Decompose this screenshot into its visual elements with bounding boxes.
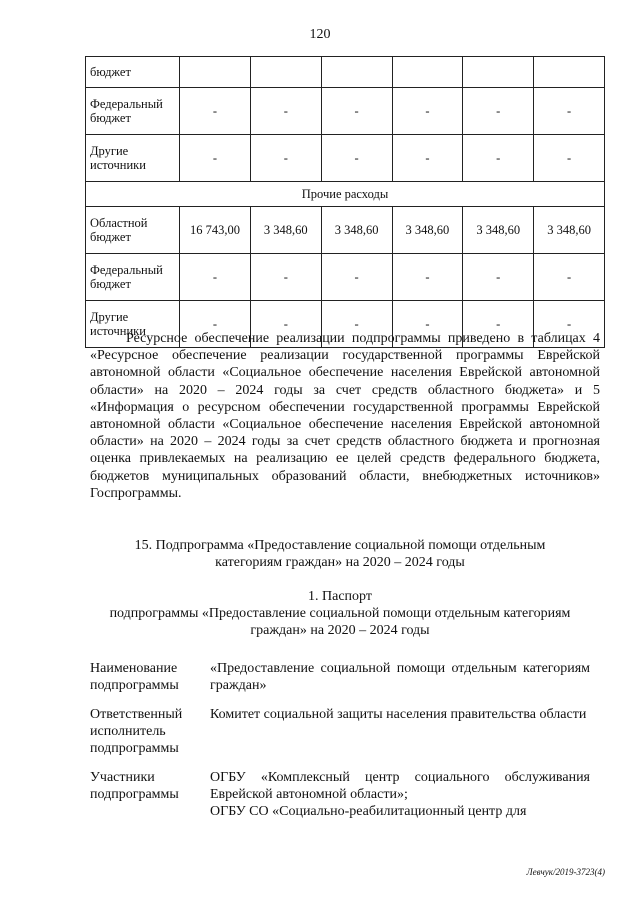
section-heading-line-2: категориям граждан» на 2020 – 2024 годы [215, 555, 465, 570]
table-cell [321, 57, 392, 88]
budget-table [85, 56, 605, 348]
table-cell: 3 348,60 [392, 207, 463, 254]
table-cell: - [180, 254, 251, 301]
table-cell: - [463, 135, 534, 182]
table-cell: - [250, 254, 321, 301]
row-label: бюджет [86, 57, 180, 88]
table-cell: - [534, 135, 605, 182]
row-label: Федеральный бюджет [86, 254, 180, 301]
resource-paragraph: Ресурсное обеспечение реализации подпрограммы приведено в таблицах 4 «Ресурсное обеспечение реализации государственной программы Еврейской автономной области «Социальное обеспечение населения Еврейской автономной области» на 2020 – 2024 годы за счет средств областного бюджета» и 5 «Информация о ресурсном обеспечении государственной программы Еврейской автономной области «Социальное обеспечение населения Еврейской автономной области» на 2020 – 2024 годы за счет средств областного бюджета и прогнозная оценка привлекаемых на реализацию ее целей средств федерального бюджета, бюджетов муниципальных образований области, внебюджетных источников» Госпрограммы. [90, 331, 600, 501]
table-cell: 3 348,60 [463, 207, 534, 254]
table-row [86, 207, 605, 254]
table-cell [392, 57, 463, 88]
table-cell [250, 57, 321, 88]
passport-subtitle-2: граждан» на 2020 – 2024 годы [250, 623, 430, 638]
passport-key: Ответственный исполнитель подпрограммы [90, 707, 183, 756]
table-cell: - [250, 301, 321, 348]
table-cell: - [180, 88, 251, 135]
section-row-other-expenses: Прочие расходы [86, 182, 605, 207]
table-cell: - [180, 301, 251, 348]
table-cell: - [392, 135, 463, 182]
table-cell [463, 57, 534, 88]
passport-row [90, 706, 590, 757]
passport-value-text: ОГБУ СО «Социально-реабилитационный центр для [210, 804, 527, 819]
table-cell: - [250, 88, 321, 135]
table-cell: 3 348,60 [321, 207, 392, 254]
passport-subtitle-1: подпрограммы «Предоставление социальной помощи отдельным категориям [109, 606, 571, 621]
table-cell: - [534, 254, 605, 301]
table-cell: - [534, 88, 605, 135]
passport-row [90, 660, 590, 694]
row-label: Другие источники [86, 135, 180, 182]
table-cell: 16 743,00 [180, 207, 251, 254]
table-cell: - [463, 254, 534, 301]
table-row [86, 88, 605, 135]
passport-value-text: «Предоставление социальной помощи отдельным категориям граждан» [210, 661, 590, 693]
table-cell: - [392, 254, 463, 301]
table-cell: 3 348,60 [534, 207, 605, 254]
table-cell: - [463, 88, 534, 135]
passport-value [210, 769, 590, 820]
table-row [86, 254, 605, 301]
table-cell [180, 57, 251, 88]
table-cell: - [463, 301, 534, 348]
table-cell: 3 348,60 [250, 207, 321, 254]
table-cell [534, 57, 605, 88]
passport-key: Наименование подпрограммы [90, 661, 179, 693]
table-cell: - [321, 88, 392, 135]
passport-value [210, 706, 590, 757]
page-number: 120 [309, 27, 331, 42]
passport-title: 1. Паспорт [308, 589, 372, 604]
row-label: Федеральный бюджет [86, 88, 180, 135]
passport-row [90, 769, 590, 820]
footer-code: Левчук/2019-3723(4) [526, 867, 605, 877]
section-heading-line-1: 15. Подпрограмма «Предоставление социальной помощи отдельным [134, 538, 546, 553]
table-cell: - [321, 135, 392, 182]
table-row [86, 57, 605, 88]
table-cell: - [321, 254, 392, 301]
table-cell: - [180, 135, 251, 182]
table-cell: - [250, 135, 321, 182]
table-cell: - [392, 301, 463, 348]
row-label: Другие источники [86, 301, 180, 348]
table-cell: - [321, 301, 392, 348]
passport-value-text: Комитет социальной защиты населения правительства области [210, 707, 587, 722]
table-cell: - [392, 88, 463, 135]
passport-key: Участники подпрограммы [90, 770, 179, 802]
passport-table [90, 660, 590, 832]
passport-value-text: ОГБУ «Комплексный центр социального обслуживания Еврейской автономной области»; [210, 770, 590, 802]
table-row [86, 135, 605, 182]
table-cell: - [534, 301, 605, 348]
row-label: Областной бюджет [86, 207, 180, 254]
passport-value [210, 660, 590, 694]
